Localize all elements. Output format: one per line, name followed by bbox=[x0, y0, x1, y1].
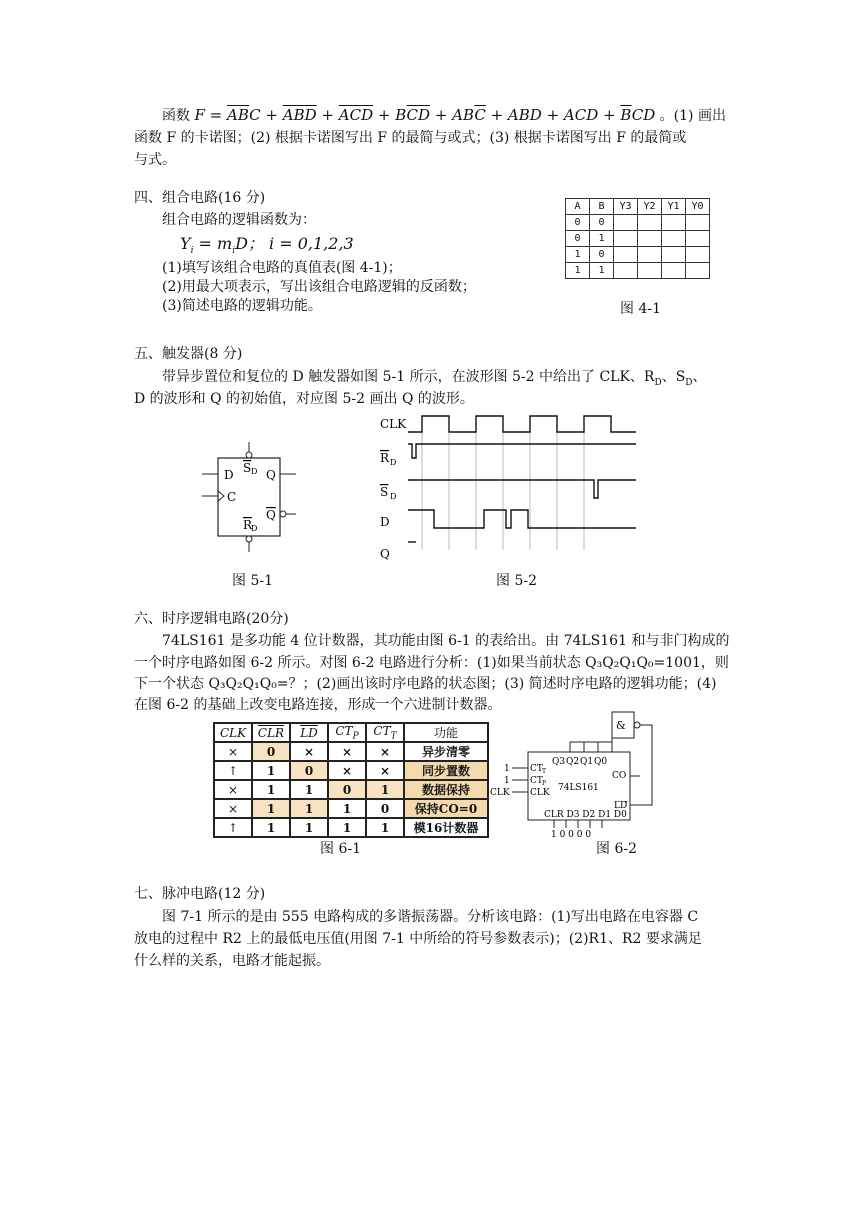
table-row bbox=[566, 215, 710, 231]
dff-q-label: Q bbox=[266, 468, 276, 482]
table-row bbox=[214, 799, 488, 818]
tt4-cell: 0 bbox=[590, 215, 614, 231]
ft-header-5: 功能 bbox=[404, 723, 488, 742]
svg-text:Q3: Q3 bbox=[552, 757, 566, 767]
tt4-cell bbox=[686, 215, 710, 231]
ft-cell: 1 bbox=[252, 799, 290, 818]
ft-header-2: $\overline{LD}$ bbox=[290, 723, 328, 742]
svg-text:Q2: Q2 bbox=[566, 757, 580, 767]
tt4-cell bbox=[614, 215, 638, 231]
table-row bbox=[214, 761, 488, 780]
section7-line2: 放电的过程中 R2 上的最低电压值(用图 7-1 中所给的符号参数表示)；(2)R1、R2 要求满足 bbox=[134, 931, 702, 947]
ft-cell: 0 bbox=[328, 780, 366, 799]
section4-q1: (1)填写该组合电路的真值表(图 4-1)； bbox=[162, 260, 402, 276]
table-row bbox=[566, 231, 710, 247]
tt4-cell bbox=[638, 263, 662, 279]
ft-cell: × bbox=[214, 780, 252, 799]
section4-formula: $Y_i = m_iD$； i = 0,1,2,3 bbox=[180, 234, 354, 257]
wave-clk-label: CLK bbox=[380, 417, 407, 431]
tt4-cell bbox=[662, 263, 686, 279]
section5-line1: 带异步置位和复位的 D 触发器如图 5-1 所示，在波形图 5-2 中给出了 CLK、$R_D$、$S_D$、 bbox=[162, 369, 707, 388]
caption-6-1: 图 6-1 bbox=[320, 841, 361, 857]
ft-cell: 1 bbox=[252, 761, 290, 780]
svg-text:CLR D3 D2 D1 D0: CLR D3 D2 D1 D0 bbox=[544, 810, 627, 820]
section6-line3: 下一个状态 Q₃Q₂Q₁Q₀=？；(2)画出该时序电路的状态图；(3) 简述时序电路的逻辑功能；(4) bbox=[134, 676, 717, 692]
ft-cell: 模16计数器 bbox=[404, 818, 488, 837]
wave-d-label: D bbox=[380, 515, 390, 529]
table-row bbox=[214, 780, 488, 799]
ft-cell: 1 bbox=[366, 780, 404, 799]
caption-5-2: 图 5-2 bbox=[496, 573, 537, 589]
ft-cell: × bbox=[214, 799, 252, 818]
section6-line1: 74LS161 是多功能 4 位计数器，其功能由图 6-1 的表给出。由 74LS161 和与非门构成的 bbox=[162, 633, 730, 649]
ft-header-1: $\overline{CLR}$ bbox=[252, 723, 290, 742]
svg-text:Q0: Q0 bbox=[594, 757, 608, 767]
table-row bbox=[566, 247, 710, 263]
ft-cell: 1 bbox=[290, 818, 328, 837]
tt4-cell bbox=[662, 215, 686, 231]
tt4-cell bbox=[638, 215, 662, 231]
svg-text:CLK: CLK bbox=[490, 788, 510, 798]
tt4-cell: 0 bbox=[590, 247, 614, 263]
ft-cell: 1 bbox=[328, 799, 366, 818]
tt4-cell: 1 bbox=[566, 263, 590, 279]
tt4-cell bbox=[614, 247, 638, 263]
section7-title: 七、脉冲电路(12 分) bbox=[134, 886, 266, 902]
tt4-cell: 1 bbox=[590, 263, 614, 279]
wave-sd-label: S bbox=[380, 485, 389, 499]
ft-cell: × bbox=[328, 742, 366, 761]
ft-cell: 同步置数 bbox=[404, 761, 488, 780]
wave-q-label: Q bbox=[380, 547, 390, 561]
section6-line4: 在图 6-2 的基础上改变电路连接，形成一个六进制计数器。 bbox=[134, 697, 502, 713]
section7-line3: 什么样的关系，电路才能起振。 bbox=[134, 953, 330, 969]
svg-text:CT: CT bbox=[530, 776, 543, 786]
tt4-cell: 1 bbox=[566, 247, 590, 263]
tt4-cell bbox=[614, 263, 638, 279]
tt4-cell: 0 bbox=[566, 231, 590, 247]
table-row bbox=[214, 818, 488, 837]
tt4-cell bbox=[662, 231, 686, 247]
tt4-cell bbox=[686, 247, 710, 263]
svg-text:CLK: CLK bbox=[530, 788, 550, 798]
section6-title: 六、时序逻辑电路(20分) bbox=[134, 611, 289, 627]
function-statement: 函数 $F = \overline{A}\overline{B}C + \overline{A}\overline{B}\overline{D} + \overline{A}CD$ + BCD + $AB\overline{C}$ + ABD + ACD + $\overline{B}CD$ 。(1) 画出 bbox=[162, 106, 726, 124]
svg-text:LD: LD bbox=[614, 801, 628, 811]
tt4-header-1: B bbox=[590, 199, 614, 215]
counter-circuit bbox=[490, 710, 665, 840]
section5-title: 五、触发器(8 分) bbox=[134, 346, 243, 362]
ft-cell: ↑ bbox=[214, 818, 252, 837]
dff-rd-label: R bbox=[243, 518, 253, 532]
ft-cell: 1 bbox=[290, 799, 328, 818]
chip-name: 74LS161 bbox=[558, 783, 599, 793]
dff-d-label: D bbox=[224, 468, 234, 482]
caption-4-1: 图 4-1 bbox=[620, 301, 661, 317]
ft-cell: ↑ bbox=[214, 761, 252, 780]
ft-cell: 1 bbox=[366, 818, 404, 837]
table-row bbox=[566, 263, 710, 279]
function-line3: 与式。 bbox=[134, 152, 176, 168]
section4-title: 四、组合电路(16 分) bbox=[134, 190, 266, 206]
ft-cell: 1 bbox=[252, 780, 290, 799]
ft-header-0: CLK bbox=[214, 723, 252, 742]
ft-cell: 0 bbox=[290, 761, 328, 780]
tt4-cell bbox=[686, 231, 710, 247]
ft-cell: 1 bbox=[328, 818, 366, 837]
function-table-6-1 bbox=[213, 722, 489, 838]
svg-text:Q1: Q1 bbox=[580, 757, 594, 767]
svg-text:1: 1 bbox=[504, 764, 510, 774]
svg-text:1: 1 bbox=[504, 776, 510, 786]
tt4-cell bbox=[638, 231, 662, 247]
svg-text:T: T bbox=[542, 768, 547, 775]
tt4-header-3: Y2 bbox=[638, 199, 662, 215]
dff-rd-sub: D bbox=[251, 524, 258, 533]
ft-header-3: $CT_P$ bbox=[328, 723, 366, 742]
ft-cell: × bbox=[328, 761, 366, 780]
dff-qb-label: Q bbox=[266, 508, 276, 522]
dff-diagram bbox=[190, 440, 310, 555]
svg-text:D: D bbox=[390, 458, 397, 467]
tt4-cell bbox=[662, 247, 686, 263]
function-formula: $F = \overline{A}\overline{B}C + \overline{A}\overline{B}\overline{D} + \overline{A}CD$ + BCD + $AB\overline{C}$ + ABD + ACD + $\overline{B}CD$ bbox=[194, 106, 656, 124]
ft-cell: 数据保持 bbox=[404, 780, 488, 799]
section4-q3: (3)简述电路的逻辑功能。 bbox=[162, 298, 322, 314]
nand-gate-label: & bbox=[616, 719, 626, 732]
tt4-header-4: Y1 bbox=[662, 199, 686, 215]
section5-line2: D 的波形和 Q 的初始值，对应图 5-2 画出 Q 的波形。 bbox=[134, 391, 474, 407]
ft-header-4: $CT_T$ bbox=[366, 723, 404, 742]
ft-cell: 保持CO=0 bbox=[404, 799, 488, 818]
section4-q2: (2)用最大项表示，写出该组合电路逻辑的反函数； bbox=[162, 279, 476, 295]
tt4-header-2: Y3 bbox=[614, 199, 638, 215]
tt4-header-0: A bbox=[566, 199, 590, 215]
tt4-cell: 1 bbox=[590, 231, 614, 247]
waveform-diagram bbox=[378, 410, 640, 565]
section7-line1: 图 7-1 所示的是由 555 电路构成的多谐振荡器。分析该电路：(1)写出电路在电容器 C bbox=[162, 909, 699, 925]
ft-cell: × bbox=[290, 742, 328, 761]
svg-text:CT: CT bbox=[530, 764, 543, 774]
ft-cell: × bbox=[366, 742, 404, 761]
truth-table-4-1 bbox=[565, 198, 710, 279]
tt4-cell bbox=[614, 231, 638, 247]
tt4-header-5: Y0 bbox=[686, 199, 710, 215]
svg-text:P: P bbox=[542, 780, 547, 787]
tt4-cell bbox=[686, 263, 710, 279]
function-line2: 函数 F 的卡诺图；(2) 根据卡诺图写出 F 的最简与或式；(3) 根据卡诺图写出 F 的最简或 bbox=[134, 130, 687, 146]
caption-6-2: 图 6-2 bbox=[596, 841, 637, 857]
section4-intro: 组合电路的逻辑函数为： bbox=[162, 212, 316, 228]
dff-sd-label: S bbox=[243, 461, 252, 475]
ft-cell: 异步清零 bbox=[404, 742, 488, 761]
wave-rd-label: R bbox=[380, 451, 390, 465]
dff-c-label: C bbox=[227, 490, 237, 504]
ft-cell: × bbox=[214, 742, 252, 761]
tt4-cell bbox=[638, 247, 662, 263]
ft-cell: 0 bbox=[366, 799, 404, 818]
ft-cell: 0 bbox=[252, 742, 290, 761]
section6-line2: 一个时序电路如图 6-2 所示。对图 6-2 电路进行分析：(1)如果当前状态 Q₃Q₂Q₁Q₀=1001，则 bbox=[134, 655, 729, 671]
caption-5-1: 图 5-1 bbox=[232, 573, 273, 589]
svg-text:CO: CO bbox=[612, 771, 627, 781]
ft-cell: 1 bbox=[252, 818, 290, 837]
ft-cell: × bbox=[366, 761, 404, 780]
svg-text:1 0 0 0 0: 1 0 0 0 0 bbox=[551, 830, 592, 840]
ft-cell: 1 bbox=[290, 780, 328, 799]
table-row bbox=[214, 742, 488, 761]
dff-sd-sub: D bbox=[251, 467, 258, 476]
tt4-cell: 0 bbox=[566, 215, 590, 231]
svg-text:D: D bbox=[390, 492, 397, 501]
